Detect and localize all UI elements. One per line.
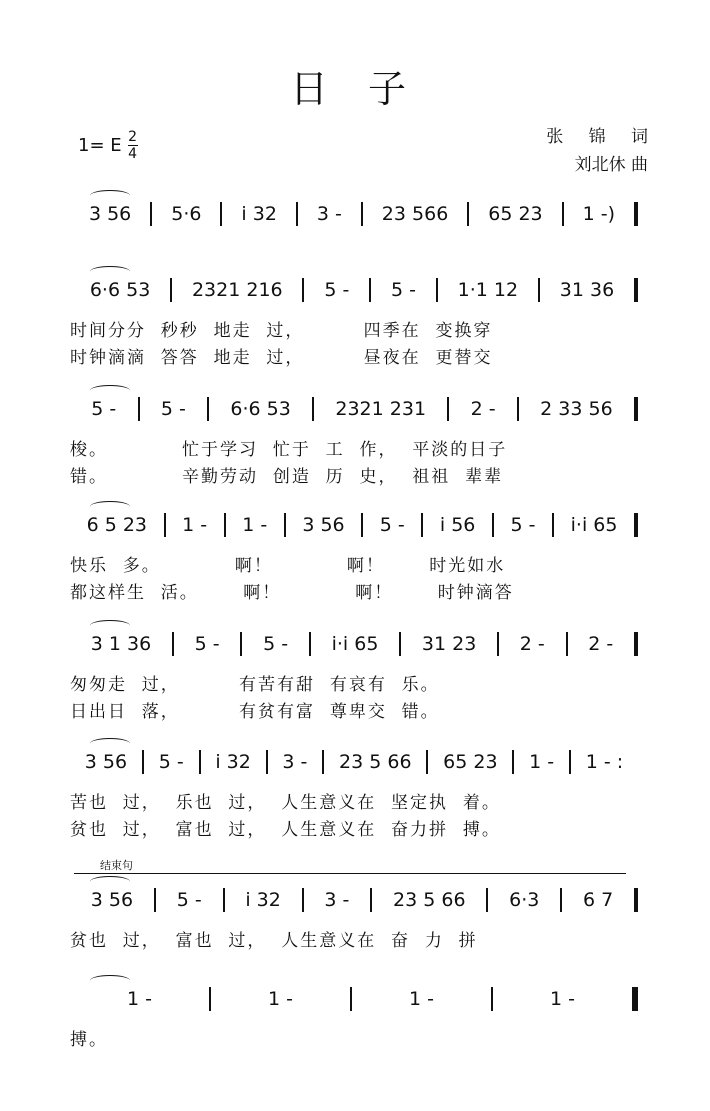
song-title: 日 子 [289, 67, 421, 111]
measure: 5 - [324, 279, 350, 301]
slur-mark [90, 385, 130, 396]
measure: 5 - [379, 514, 405, 536]
measure: 23 5 66 [339, 751, 412, 773]
measure: 3 56 [90, 889, 134, 911]
lyric-line: 快乐 多。 啊！ 啊！ 时光如水 [70, 556, 506, 576]
measure: 1 - [127, 988, 152, 1010]
lyric-line: 时钟滴滴 答答 地走 过， 昼夜在 更替交 [70, 348, 493, 368]
measure: i·i 65 [570, 514, 618, 536]
slur-mark [90, 738, 130, 749]
measure: 31 36 [559, 279, 615, 301]
notation-line [70, 395, 638, 423]
barline [636, 888, 638, 912]
measure: 23 566 [381, 203, 449, 225]
measure: 2321 231 [335, 398, 427, 420]
time-denominator: 4 [128, 146, 138, 162]
measure: 65 23 [488, 203, 543, 225]
measure: 5 - [263, 633, 289, 655]
measure: 3 - [282, 751, 308, 773]
barline [636, 278, 638, 302]
measure: 2 33 56 [540, 398, 613, 420]
measure: 2 - [470, 398, 496, 420]
measure: i 32 [245, 889, 281, 911]
measure: i 32 [241, 203, 277, 225]
lyric-line: 日出日 落， 有贫有富 尊卑交 错。 [70, 702, 440, 722]
time-signature [128, 130, 138, 161]
key-label: 1= E [78, 135, 122, 156]
lyric-line: 梭。 忙于学习 忙于 工 作， 平淡的日子 [70, 440, 508, 460]
lyric-line: 苦也 过， 乐也 过， 人生意义在 坚定执 着。 [70, 793, 501, 813]
measure: 1 - [182, 514, 208, 536]
measure: 5 - [158, 751, 184, 773]
measure: i 32 [215, 751, 251, 773]
measure: 2321 216 [191, 279, 283, 301]
measure: 5 - [194, 633, 220, 655]
measure: 6·6 53 [230, 398, 291, 420]
lyric-line: 搏。 [70, 1030, 108, 1050]
notation-line [70, 630, 638, 658]
slur-mark [90, 266, 130, 277]
lyricist-credit: 张 锦 词 [546, 127, 658, 147]
notation-line [70, 511, 638, 539]
barline [636, 632, 638, 656]
notation-line [70, 985, 638, 1013]
measure: 5 - [91, 398, 117, 420]
lyric-line: 都这样生 活。 啊！ 啊！ 时钟滴答 [70, 583, 514, 603]
measure: 1 -) [582, 203, 615, 225]
measure: 1 - [409, 988, 434, 1010]
measure: 5·6 [171, 203, 202, 225]
slur-mark [90, 975, 130, 986]
barline [636, 513, 638, 537]
measure: 6·6 53 [89, 279, 151, 301]
barline [636, 202, 638, 226]
lyric-line: 错。 辛勤劳动 创造 历 史， 祖祖 辈辈 [70, 467, 504, 487]
final-barline [632, 987, 638, 1011]
measure: 1·1 12 [457, 279, 519, 301]
measure: 5 - [160, 398, 186, 420]
measure: 1 - [529, 751, 555, 773]
measure: 65 23 [443, 751, 498, 773]
notation-line [70, 748, 638, 776]
measure: 5 - [510, 514, 536, 536]
measure: 23 5 66 [393, 889, 466, 911]
lyric-line: 时间分分 秒秒 地走 过， 四季在 变换穿 [70, 321, 493, 341]
measure: i·i 65 [331, 633, 379, 655]
lyric-line: 贫也 过， 富也 过， 人生意义在 奋力拼 搏。 [70, 820, 501, 840]
notation-line [70, 276, 638, 304]
lyric-line: 贫也 过， 富也 过， 人生意义在 奋 力 拼 [70, 931, 478, 951]
lyric-line: 匆匆走 过， 有苦有甜 有哀有 乐。 [70, 675, 440, 695]
measure: 3 - [316, 203, 342, 225]
measure: 6 5 23 [86, 514, 147, 536]
measure: 2 - [519, 633, 545, 655]
ending-label: 结束句 [100, 859, 133, 872]
measure: 1 - : [585, 751, 624, 773]
measure: 2 - [588, 633, 614, 655]
measure: 5 - [391, 279, 416, 301]
measure: 1 - [550, 988, 575, 1010]
key-signature [78, 130, 138, 161]
credits [546, 123, 658, 179]
measure: 31 23 [421, 633, 477, 655]
measure: 1 - [242, 514, 268, 536]
notation-line [70, 200, 638, 228]
measure: 3 1 36 [90, 633, 152, 655]
notation-line [70, 886, 638, 914]
ending-bracket-line [74, 873, 626, 874]
time-numerator: 2 [128, 129, 138, 145]
measure: 6·3 [509, 889, 540, 911]
measure: 6 7 [582, 889, 614, 911]
measure: 3 56 [88, 203, 132, 225]
barline [636, 397, 638, 421]
measure: i 56 [439, 514, 476, 536]
measure: 3 56 [84, 751, 128, 773]
measure: 5 - [176, 889, 202, 911]
slur-mark [90, 501, 130, 512]
measure: 3 56 [302, 514, 345, 536]
composer-credit: 刘北休 曲 [574, 155, 648, 175]
measure: 3 - [324, 889, 350, 911]
slur-mark [90, 190, 130, 201]
slur-mark [90, 620, 130, 631]
measure: 1 - [268, 988, 293, 1010]
slur-mark [90, 876, 130, 887]
